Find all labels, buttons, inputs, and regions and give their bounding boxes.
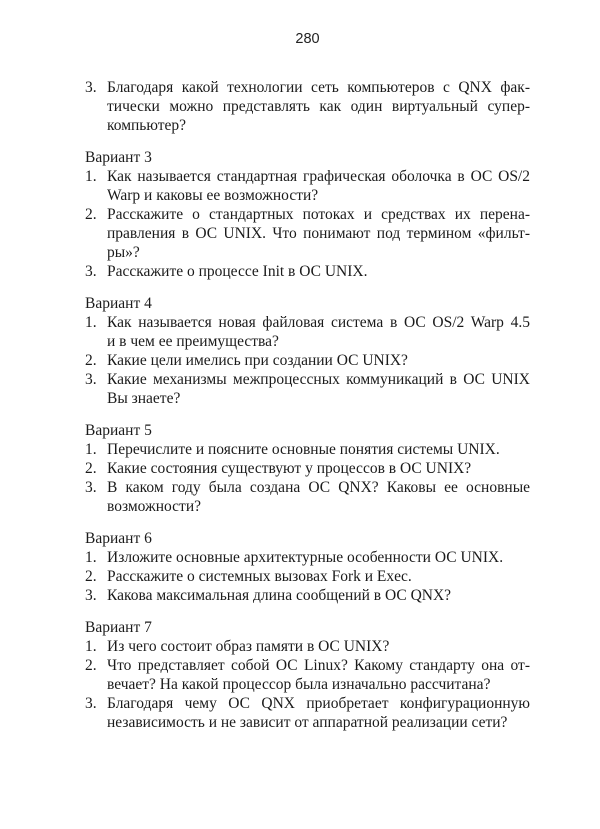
page-number: 280	[295, 31, 320, 47]
item-text	[107, 478, 530, 516]
item-number: 2.	[85, 352, 97, 369]
text-line: Какова максимальная длина сообщений в ОС QNX?	[107, 587, 452, 604]
text-line: Изложите основные архитектурные особенности ОС UNIX.	[107, 549, 504, 566]
question-item	[85, 459, 530, 478]
question-item	[85, 313, 530, 351]
item-text	[107, 459, 530, 478]
question-item	[85, 262, 530, 281]
item-text	[107, 205, 530, 262]
text-line: Warp и каковы ее возможности?	[107, 187, 319, 204]
item-number: 2.	[85, 460, 97, 477]
item-text	[107, 313, 530, 351]
text-line: Из чего состоит образ памяти в ОС UNIX?	[107, 638, 390, 655]
text-line: компьютер?	[107, 117, 187, 134]
question-section	[85, 148, 530, 281]
item-number: 2.	[85, 568, 97, 585]
item-text	[107, 567, 530, 586]
question-list	[85, 167, 530, 281]
item-text	[107, 78, 530, 135]
item-number: 3.	[85, 263, 97, 280]
question-list	[85, 440, 530, 516]
text-line: Благодаря чему ОС QNX приобретает конфигурационную	[107, 695, 530, 712]
question-list	[85, 313, 530, 408]
item-number: 3.	[85, 587, 97, 604]
item-number: 2.	[85, 657, 97, 674]
text-line: ры»?	[107, 244, 140, 261]
question-item	[85, 370, 530, 408]
item-text	[107, 656, 530, 694]
text-line: независимость и не зависит от аппаратной реализации сети?	[107, 714, 508, 731]
question-item	[85, 351, 530, 370]
question-section	[85, 529, 530, 605]
question-item	[85, 567, 530, 586]
question-item	[85, 548, 530, 567]
item-text	[107, 637, 530, 656]
item-text	[107, 586, 530, 605]
text-line: Какие состояния существуют у процессов в ОС UNIX?	[107, 460, 472, 477]
item-text	[107, 370, 530, 408]
section-title: Вариант 7	[85, 619, 152, 636]
item-text	[107, 440, 530, 459]
text-line: Расскажите о системных вызовах Fork и Exec.	[107, 568, 412, 585]
item-number: 1.	[85, 638, 97, 655]
question-item	[85, 167, 530, 205]
item-text	[107, 262, 530, 281]
text-line: Какие механизмы межпроцессных коммуникаций в ОС UNIX	[107, 371, 530, 388]
text-line: Как называется новая файловая система в ОС OS/2 Warp 4.5	[107, 314, 530, 331]
text-line: вечает? На какой процессор была изначально рассчитана?	[107, 676, 491, 693]
question-item	[85, 637, 530, 656]
item-number: 1.	[85, 549, 97, 566]
section-title: Вариант 6	[85, 530, 152, 547]
text-line: правления в ОС UNIX. Что понимают под термином «фильт-	[107, 225, 530, 242]
text-line: Вы знаете?	[107, 390, 181, 407]
item-number: 3.	[85, 695, 97, 712]
text-line: Как называется стандартная графическая оболочка в ОС OS/2	[107, 168, 530, 185]
continued-question-list	[85, 78, 530, 135]
question-section	[85, 294, 530, 408]
text-line: возможности?	[107, 498, 202, 515]
question-item	[85, 78, 530, 135]
item-number: 3.	[85, 371, 97, 388]
question-item	[85, 205, 530, 262]
question-section	[85, 618, 530, 732]
item-number: 1.	[85, 314, 97, 331]
item-number: 3.	[85, 79, 97, 96]
item-number: 1.	[85, 168, 97, 185]
text-line: Расскажите о процессе Init в ОС UNIX.	[107, 263, 368, 280]
item-text	[107, 548, 530, 567]
question-section	[85, 421, 530, 516]
item-text	[107, 694, 530, 732]
item-number: 2.	[85, 206, 97, 223]
item-text	[107, 351, 530, 370]
text-line: Какие цели имелись при создании ОС UNIX?	[107, 352, 408, 369]
item-number: 1.	[85, 441, 97, 458]
text-line: Что представляет собой ОС Linux? Какому стандарту она от-	[107, 657, 530, 674]
section-title: Вариант 5	[85, 422, 152, 439]
text-line: тически можно представлять как один виртуальный супер-	[107, 98, 530, 115]
question-item	[85, 656, 530, 694]
text-line: В каком году была создана ОС QNX? Каковы ее основные	[107, 479, 530, 496]
variant-sections	[85, 148, 530, 732]
question-item	[85, 478, 530, 516]
question-item	[85, 586, 530, 605]
text-line: Расскажите о стандартных потоках и средствах их перена-	[107, 206, 530, 223]
item-number: 3.	[85, 479, 97, 496]
section-title: Вариант 4	[85, 295, 152, 312]
question-list	[85, 548, 530, 605]
section-title: Вариант 3	[85, 149, 152, 166]
text-line: Перечислите и поясните основные понятия системы UNIX.	[107, 441, 500, 458]
question-item	[85, 694, 530, 732]
text-line: и в чем ее преимущества?	[107, 333, 279, 350]
text-line: Благодаря какой технологии сеть компьютеров с QNX фак-	[107, 79, 530, 96]
item-text	[107, 167, 530, 205]
question-item	[85, 440, 530, 459]
question-list	[85, 637, 530, 732]
